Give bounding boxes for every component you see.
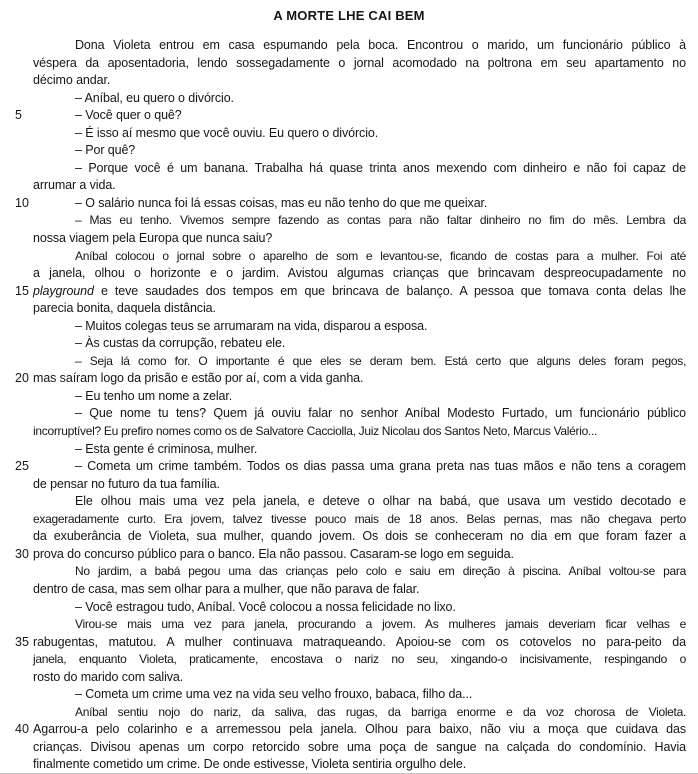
text-line-content: dentro de casa, mas sem olhar para a mulher, que não parava de falar. xyxy=(33,581,420,596)
line-number: 20 xyxy=(15,371,29,386)
text-line xyxy=(33,405,686,423)
text-line-content: da exuberância de Violeta, sua mulher, quando jovem. Os dois se conheceram no dia em que foram fazer a xyxy=(33,529,686,544)
text-line-content: finalmente cometido um crime. De onde estivesse, Violeta sentiria orgulho dele. xyxy=(33,757,467,772)
text-line xyxy=(33,248,686,266)
text-line-content: rabugentas, matutou. A mulher continuava matraqueando. Apoiou-se com os cotovelos no para-peito da xyxy=(33,634,686,649)
text-line xyxy=(15,634,686,652)
text-line xyxy=(33,616,686,634)
text-line-content: véspera da aposentadoria, lendo sossegadamente o jornal acomodado na poltrona em seu apartamento no xyxy=(33,55,686,70)
text-line xyxy=(33,72,686,90)
text-line xyxy=(33,388,686,406)
text-line-content: – Por quê? xyxy=(75,143,136,158)
text-line-content: – Você estragou tudo, Aníbal. Você colocou a nossa felicidade no lixo. xyxy=(75,599,456,614)
text-line-content: exageradamente curto. Era jovem, talvez tivesse pouco mais de 18 anos. Belas pernas, mas não chegava perto xyxy=(33,511,686,526)
text-line-content: – É isso aí mesmo que você ouviu. Eu quero o divórcio. xyxy=(75,125,379,140)
text-line-content: mas saíram logo da prisão e estão por aí, com a vida ganha. xyxy=(33,371,364,386)
text-line xyxy=(33,90,686,108)
line-number: 30 xyxy=(15,546,29,561)
text-line xyxy=(33,599,686,617)
text-line-content: Aníbal colocou o jornal sobre o aparelho de som e levantou-se, ficando de costas para a mulher. Foi até xyxy=(75,248,686,263)
text-line-content: – Cometa um crime uma vez na vida seu velho frouxo, babaca, filho da... xyxy=(75,687,473,702)
text-line xyxy=(15,458,686,476)
text-line xyxy=(33,335,686,353)
text-line xyxy=(33,160,686,178)
text-line xyxy=(33,125,686,143)
text-line xyxy=(33,669,686,687)
text-line xyxy=(15,107,686,125)
text-line xyxy=(33,686,686,704)
line-number: 5 xyxy=(15,108,22,123)
text-line-content: crianças. Divisou apenas um corpo retorcido sobre uma poça de sangue na calçada do condomínio. Havia xyxy=(33,739,686,754)
text-line xyxy=(33,55,686,73)
text-line-content: janela, enquanto Violeta, praticamente, encostava o nariz no seu, xingando-o incisivamente, respingando o xyxy=(33,652,686,667)
text-line-content: – Você quer o quê? xyxy=(75,108,182,123)
text-line xyxy=(33,493,686,511)
line-number: 15 xyxy=(15,283,29,298)
text-line-content: – Muitos colegas teus se arrumaram na vida, disparou a esposa. xyxy=(75,318,428,333)
text-line xyxy=(33,528,686,546)
text-line xyxy=(15,283,686,301)
text-line-content: playground e teve saudades dos tempos em que brincava de balanço. A pessoa que tomava conta delas lhe xyxy=(33,283,686,298)
text-line-content: – Esta gente é criminosa, mulher. xyxy=(75,441,258,456)
document-title: A MORTE LHE CAI BEM xyxy=(273,8,425,23)
text-line-content: – Seja lá como for. O importante é que eles se deram bem. Está certo que alguns deles foram pegos, xyxy=(75,353,686,368)
text-line xyxy=(15,721,686,739)
text-line-content: Dona Violeta entrou em casa espumando pela boca. Encontrou o marido, um funcionário público à xyxy=(75,38,686,52)
text-line xyxy=(33,476,686,494)
text-line-content: – Porque você é um banana. Trabalha há quase trinta anos mexendo com dinheiro e não foi capaz de xyxy=(75,160,686,175)
text-line-content: incorruptível? Eu prefiro nomes como os de Salvatore Cacciolla, Juiz Nicolau dos Santos Neto, Marcus Valério... xyxy=(33,424,598,439)
line-number: 35 xyxy=(15,634,29,649)
text-line xyxy=(15,370,686,388)
text-line xyxy=(33,511,686,529)
text-line xyxy=(33,581,686,599)
text-line xyxy=(33,651,686,669)
text-line-content: a janela, olhou o horizonte e o jardim. Avistou algumas crianças que brincavam despreocupadamente no xyxy=(33,266,686,281)
line-number: 25 xyxy=(15,459,29,474)
text-line-content: prova do concurso público para o banco. Ela não passou. Casaram-se logo em seguida. xyxy=(33,546,514,561)
text-line-content: Aníbal sentiu nojo do nariz, da saliva, das rugas, da barriga enorme e da voz chorosa de Violeta. xyxy=(75,704,686,719)
text-line xyxy=(33,177,686,195)
line-number: 10 xyxy=(15,195,29,210)
line-number: 40 xyxy=(15,722,29,737)
text-block xyxy=(0,37,698,774)
text-line-content: décimo andar. xyxy=(33,73,111,88)
text-line-content: nossa viagem pela Europa que nunca saiu? xyxy=(33,231,273,246)
text-line xyxy=(33,441,686,459)
text-line-content: rosto do marido com saliva. xyxy=(33,669,184,684)
text-line-content: – Cometa um crime também. Todos os dias passa uma grana preta nas tuas mãos e não tens a coragem xyxy=(75,459,686,474)
text-line-content: No jardim, a babá pegou uma das crianças pelo colo e saiu em direção à piscina. Aníbal voltou-se para xyxy=(75,564,686,579)
text-line-content: – O salário nunca foi lá essas coisas, mas eu não tenho do que me queixar. xyxy=(75,195,488,210)
text-line-content: arrumar a vida. xyxy=(33,178,116,193)
text-line xyxy=(33,704,686,722)
text-line xyxy=(33,756,686,774)
text-line xyxy=(33,563,686,581)
text-line-content: – Aníbal, eu quero o divórcio. xyxy=(75,90,234,105)
text-line xyxy=(33,142,686,160)
text-line xyxy=(15,546,686,564)
text-line-content: – Eu tenho um nome a zelar. xyxy=(75,388,233,403)
text-line xyxy=(33,423,686,441)
text-line xyxy=(33,37,686,55)
text-line xyxy=(33,318,686,336)
text-line-content: – Que nome tu tens? Quem já ouviu falar no senhor Aníbal Modesto Furtado, um funcionário público xyxy=(75,406,686,421)
text-line-content: Virou-se mais uma vez para janela, procurando a jovem. As mulheres jamais deveriam ficar velhas e xyxy=(75,617,686,632)
text-line xyxy=(33,300,686,318)
text-line-content: de pensar no futuro da tua família. xyxy=(33,476,220,491)
text-line-content: parecia bonita, daquela distância. xyxy=(33,301,216,316)
text-line-content: – Mas eu tenho. Vivemos sempre fazendo as contas para não faltar dinheiro no fim do mês. Lembra da xyxy=(75,213,686,228)
text-line-content: Agarrou-a pelo colarinho e a arremessou pela janela. Olhou para baixo, não viu a moça que cuidava das xyxy=(33,722,686,737)
text-line xyxy=(33,353,686,371)
text-line xyxy=(15,195,686,213)
text-line-content: – Às custas da corrupção, rebateu ele. xyxy=(75,336,286,351)
text-line xyxy=(33,230,686,248)
text-line xyxy=(33,739,686,757)
text-line xyxy=(33,265,686,283)
text-line xyxy=(33,212,686,230)
text-line-content: Ele olhou mais uma vez pela janela, e deteve o olhar na babá, que usava um vestido decotado e xyxy=(75,494,686,509)
